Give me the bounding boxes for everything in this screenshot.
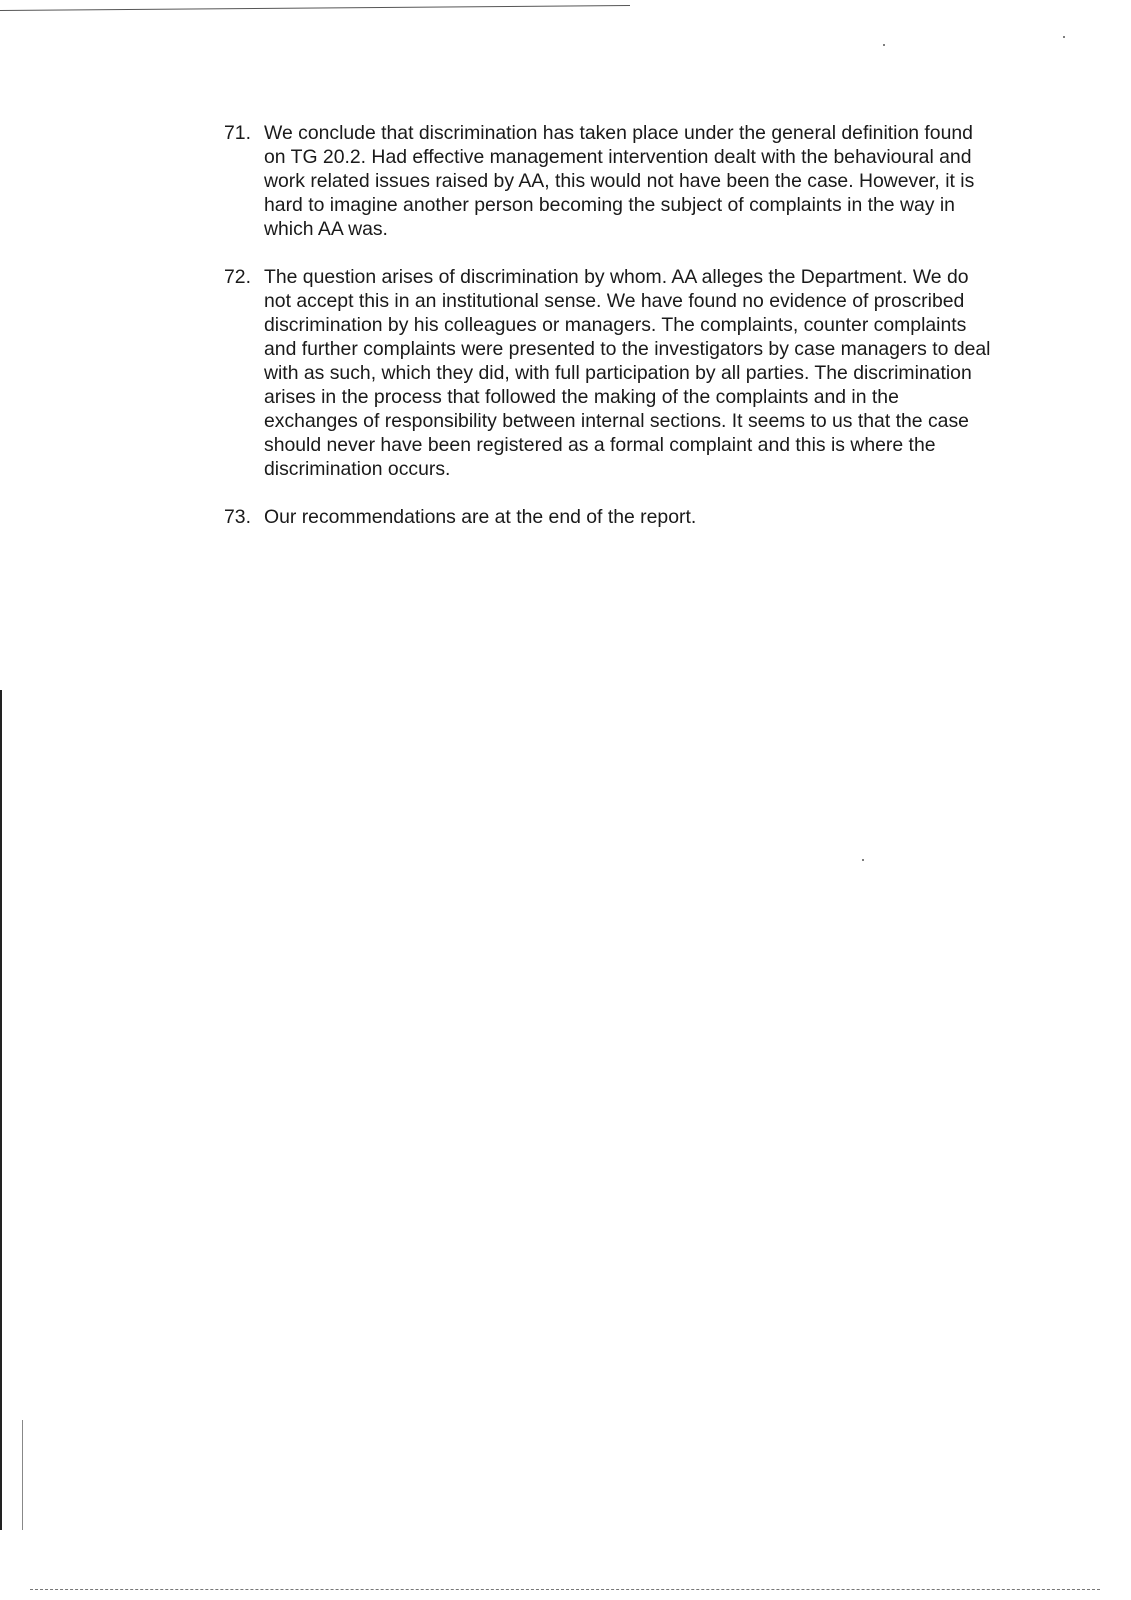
paragraph-text: We conclude that discrimination has taken place under the general definition found on TG 20.2. Had effective management intervention dealt with the behavioural and work related issues raised by AA, this would not have been the case. However, it is hard to imagine another person becoming the subject of complaints in the way in which AA was. bbox=[264, 122, 975, 240]
paragraph-71 bbox=[224, 121, 994, 241]
paragraph-number: 71. bbox=[224, 122, 251, 144]
scan-artifact-top-line bbox=[0, 5, 630, 11]
paragraph-73 bbox=[224, 505, 994, 529]
paragraph-number: 73. bbox=[224, 506, 251, 528]
paragraph-number: 72. bbox=[224, 266, 251, 288]
scan-artifact-bottom-dashes bbox=[30, 1589, 1100, 1590]
paragraph-text: The question arises of discrimination by whom. AA alleges the Department. We do not accept this in an institutional sense. We have found no evidence of proscribed discrimination by his colleagues or managers. The complaints, counter complaints and further complaints were presented to the investigators by case managers to deal with as such, which they did, with full participation by all parties. The discrimination arises in the process that followed the making of the complaints and in the exchanges of responsibility between internal sections. It seems to us that the case should never have been registered as a formal complaint and this is where the discrimination occurs. bbox=[264, 266, 991, 480]
scan-speck bbox=[1063, 36, 1065, 38]
scan-speck bbox=[883, 44, 885, 46]
scan-speck bbox=[862, 859, 864, 861]
scan-artifact-left-thin-line bbox=[22, 1420, 23, 1530]
paragraph-72 bbox=[224, 265, 994, 481]
paragraph-text: Our recommendations are at the end of the report. bbox=[264, 506, 697, 528]
document-body bbox=[224, 121, 994, 553]
scan-artifact-left-edge bbox=[0, 690, 2, 1530]
